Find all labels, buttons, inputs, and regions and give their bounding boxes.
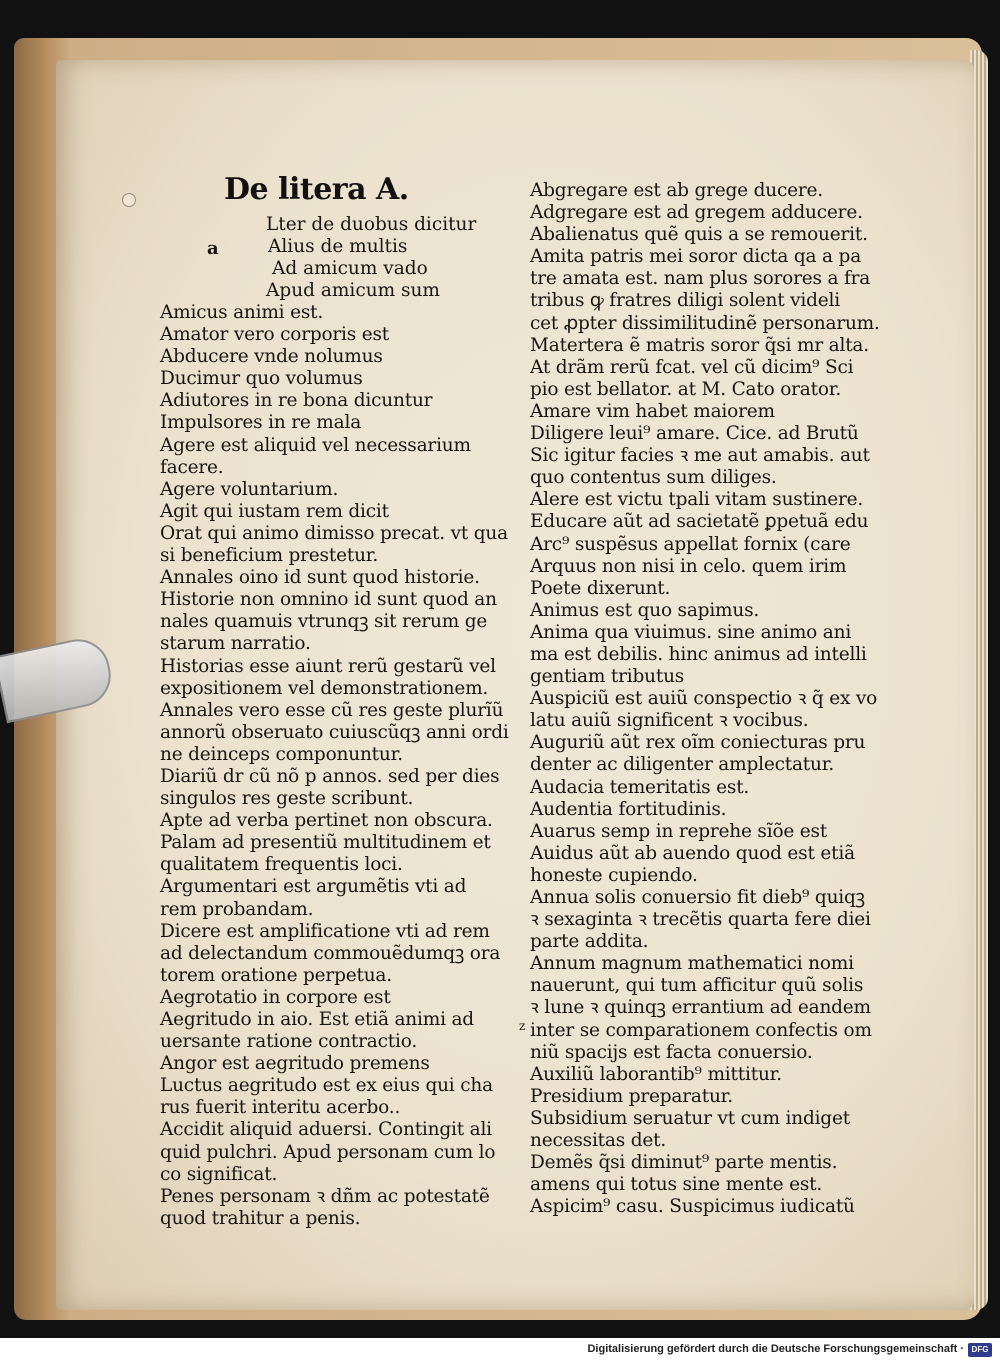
page-hole bbox=[122, 193, 136, 207]
text-line: Apte ad verba pertinet non obscura. bbox=[160, 810, 493, 832]
text-line: denter ac diligenter amplectatur. bbox=[530, 754, 835, 776]
text-line: honeste cupiendo. bbox=[530, 864, 698, 886]
left-column bbox=[160, 302, 509, 1230]
text-line: Annum magnum mathematici nomi bbox=[530, 953, 854, 975]
text-line: niũ spacijs est facta conuersio. bbox=[530, 1041, 813, 1063]
text-line: rem probandam. bbox=[160, 898, 314, 920]
text-line: Diariũ dr cũ nõ p annos. sed per dies bbox=[160, 765, 500, 787]
text-line: Aegritudo in aio. Est etiã animi ad bbox=[160, 1009, 474, 1030]
text-line: Abalienatus quẽ quis a se remouerit. bbox=[530, 224, 868, 246]
text-line: Auidus aũt ab auendo quod est etiã bbox=[530, 842, 855, 864]
text-line: Educare aũt ad sacietatẽ ꝑpetuã edu bbox=[530, 511, 869, 533]
text-line: rus fuerit interitu acerbo.. bbox=[160, 1097, 401, 1119]
text-line: necessitas det. bbox=[530, 1130, 667, 1152]
text-line: expositionem vel demonstrationem. bbox=[160, 677, 489, 699]
text-line: facere. bbox=[160, 456, 224, 478]
text-line: quid pulchri. Apud personam cum lo bbox=[160, 1141, 496, 1163]
text-line: torem oratione perpetua. bbox=[160, 964, 392, 986]
text-line: Ducimur quo volumus bbox=[160, 368, 363, 390]
text-line: Luctus aegritudo est ex eius qui cha bbox=[160, 1075, 493, 1097]
text-line: Demẽs q̃si diminut⁹ parte mentis. bbox=[530, 1152, 838, 1174]
text-line: latu auiũ significent ꝛ vocibus. bbox=[530, 710, 809, 732]
page-heading: De litera A. bbox=[224, 172, 409, 207]
text-line: tre amata est. nam plus sorores a fra bbox=[530, 268, 871, 290]
text-line: quo contentus sum diliges. bbox=[530, 467, 777, 489]
text-line: Orat qui animo dimisso precat. vt qua bbox=[160, 522, 508, 544]
text-line: Penes personam ꝛ dñm ac potestatẽ bbox=[160, 1185, 490, 1207]
text-line: pio est bellator. at M. Cato orator. bbox=[530, 378, 842, 400]
text-line: co significat. bbox=[160, 1163, 278, 1185]
text-line: quod trahitur a penis. bbox=[160, 1207, 361, 1229]
text-line: Amare vim habet maiorem bbox=[530, 400, 775, 422]
text-line: Arc⁹ suspẽsus appellat fornix (care bbox=[530, 533, 851, 555]
text-line: Annales vero esse cũ res geste plurĩũ bbox=[160, 699, 504, 721]
margin-mark: z bbox=[519, 1019, 526, 1033]
text-line: Adiutores in re bona dicuntur bbox=[160, 390, 433, 412]
text-line: tribus ꝙ fratres diligi solent videli bbox=[530, 290, 840, 312]
text-line: cet ꝓpter dissimilitudinẽ personarum. bbox=[530, 312, 880, 334]
text-line: ma est debilis. hinc animus ad intelli bbox=[530, 643, 867, 665]
text-line: nauerunt, qui tum afficitur quũ solis bbox=[530, 975, 864, 997]
text-line: annorũ obseruato cuiuscũqꝫ anni ordi bbox=[160, 721, 509, 743]
intro-line: Alius de multis bbox=[268, 236, 408, 258]
footer-bar bbox=[0, 1338, 1000, 1363]
text-line: ꝛ lune ꝛ quinqꝫ errantium ad eandem bbox=[530, 997, 871, 1019]
text-line: amens qui totus sine mente est. bbox=[530, 1174, 823, 1196]
text-line: Agit qui iustam rem dicit bbox=[160, 500, 389, 522]
text-line: Arquus non nisi in celo. quem irim bbox=[530, 555, 847, 577]
text-line: Auguriũ aũt rex oĩm coniecturas pru bbox=[530, 732, 866, 754]
text-line: Historie non omnino id sunt quod an bbox=[160, 589, 497, 611]
text-line: Annales oino id sunt quod historie. bbox=[160, 567, 480, 589]
text-line: Abgregare est ab grege ducere. bbox=[530, 180, 823, 201]
text-line: Amicus animi est. bbox=[160, 302, 324, 323]
text-line: uersante ratione contractio. bbox=[160, 1031, 418, 1053]
text-line: Presidium preparatur. bbox=[530, 1085, 733, 1107]
text-line: Agere est aliquid vel necessarium bbox=[160, 434, 471, 456]
text-line: Accidit aliquid aduersi. Contingit ali bbox=[160, 1119, 492, 1141]
text-line: Annua solis conuersio fit dieb⁹ quiqꝫ bbox=[530, 887, 865, 908]
text-line: ad delectandum commouẽdumqꝫ ora bbox=[160, 942, 501, 964]
text-line: Animus est quo sapimus. bbox=[530, 599, 760, 621]
text-line: qualitatem frequentis loci. bbox=[160, 854, 403, 876]
text-line: ne deinceps componuntur. bbox=[160, 743, 403, 765]
text-line: Audentia fortitudinis. bbox=[530, 798, 727, 820]
text-line: Auarus semp in reprehe sĩõe est bbox=[530, 820, 828, 842]
text-line: Historias esse aiunt rerũ gestarũ vel bbox=[160, 655, 496, 677]
text-line: Adgregare est ad gregem adducere. bbox=[530, 202, 863, 224]
dfg-logo: DFG bbox=[968, 1343, 992, 1357]
text-line: Amator vero corporis est bbox=[160, 324, 390, 346]
text-line: Aspicim⁹ casu. Suspicimus iudicatũ bbox=[530, 1196, 855, 1218]
text-line: ꝛ sexaginta ꝛ trecẽtis quarta fere diei bbox=[530, 909, 871, 931]
text-line: Abducere vnde nolumus bbox=[160, 346, 383, 368]
text-line: si beneficium prestetur. bbox=[160, 545, 379, 567]
right-column bbox=[530, 180, 880, 1218]
intro-line: Ad amicum vado bbox=[272, 258, 428, 280]
text-line: Argumentari est argumẽtis vti ad bbox=[160, 876, 467, 898]
text-line: Dicere est amplificatione vti ad rem bbox=[160, 920, 490, 942]
text-line: nales quamuis vtrunqꝫ sit rerum ge bbox=[160, 611, 488, 633]
text-line: Audacia temeritatis est. bbox=[530, 776, 750, 798]
text-line: gentiam tributus bbox=[530, 666, 685, 688]
text-line: Impulsores in re mala bbox=[160, 412, 362, 434]
text-line: inter se comparationem confectis om bbox=[530, 1019, 872, 1041]
initial-letter: a bbox=[207, 238, 219, 259]
intro-line: Apud amicum sum bbox=[266, 280, 440, 302]
text-line: parte addita. bbox=[530, 931, 649, 953]
text-line: Auxiliũ laborantib⁹ mittitur. bbox=[530, 1063, 782, 1085]
text-line: Diligere leui⁹ amare. Cice. ad Brutũ bbox=[530, 423, 859, 445]
text-line: Subsidium seruatur vt cum indiget bbox=[530, 1107, 850, 1129]
text-line: Aegrotatio in corpore est bbox=[160, 986, 391, 1008]
text-line: At drãm rerũ fcat. vel cũ dicim⁹ Sci bbox=[530, 356, 854, 378]
text-line: Auspiciũ est auiũ conspectio ꝛ q̃ ex vo bbox=[530, 688, 878, 710]
text-line: Angor est aegritudo premens bbox=[160, 1053, 430, 1075]
text-line: Anima qua viuimus. sine animo ani bbox=[530, 621, 852, 643]
footer-text: Digitalisierung gefördert durch die Deutsche Forschungsgemeinschaft · bbox=[587, 1343, 964, 1355]
text-line: Agere voluntarium. bbox=[160, 478, 339, 500]
text-line: Alere est victu tpali vitam sustinere. bbox=[530, 489, 864, 511]
text-line: Sic igitur facies ꝛ me aut amabis. aut bbox=[530, 445, 870, 467]
text-line: Matertera ẽ matris soror q̃si mr alta. bbox=[530, 334, 869, 356]
text-line: Palam ad presentiũ multitudinem et bbox=[160, 832, 491, 854]
intro-block bbox=[266, 214, 476, 302]
text-line: Amita patris mei soror dicta qa a pa bbox=[530, 246, 862, 268]
text-line: Poete dixerunt. bbox=[530, 577, 671, 599]
intro-line: Lter de duobus dicitur bbox=[266, 214, 477, 235]
text-line: singulos res geste scribunt. bbox=[160, 788, 414, 810]
text-line: starum narratio. bbox=[160, 633, 311, 655]
